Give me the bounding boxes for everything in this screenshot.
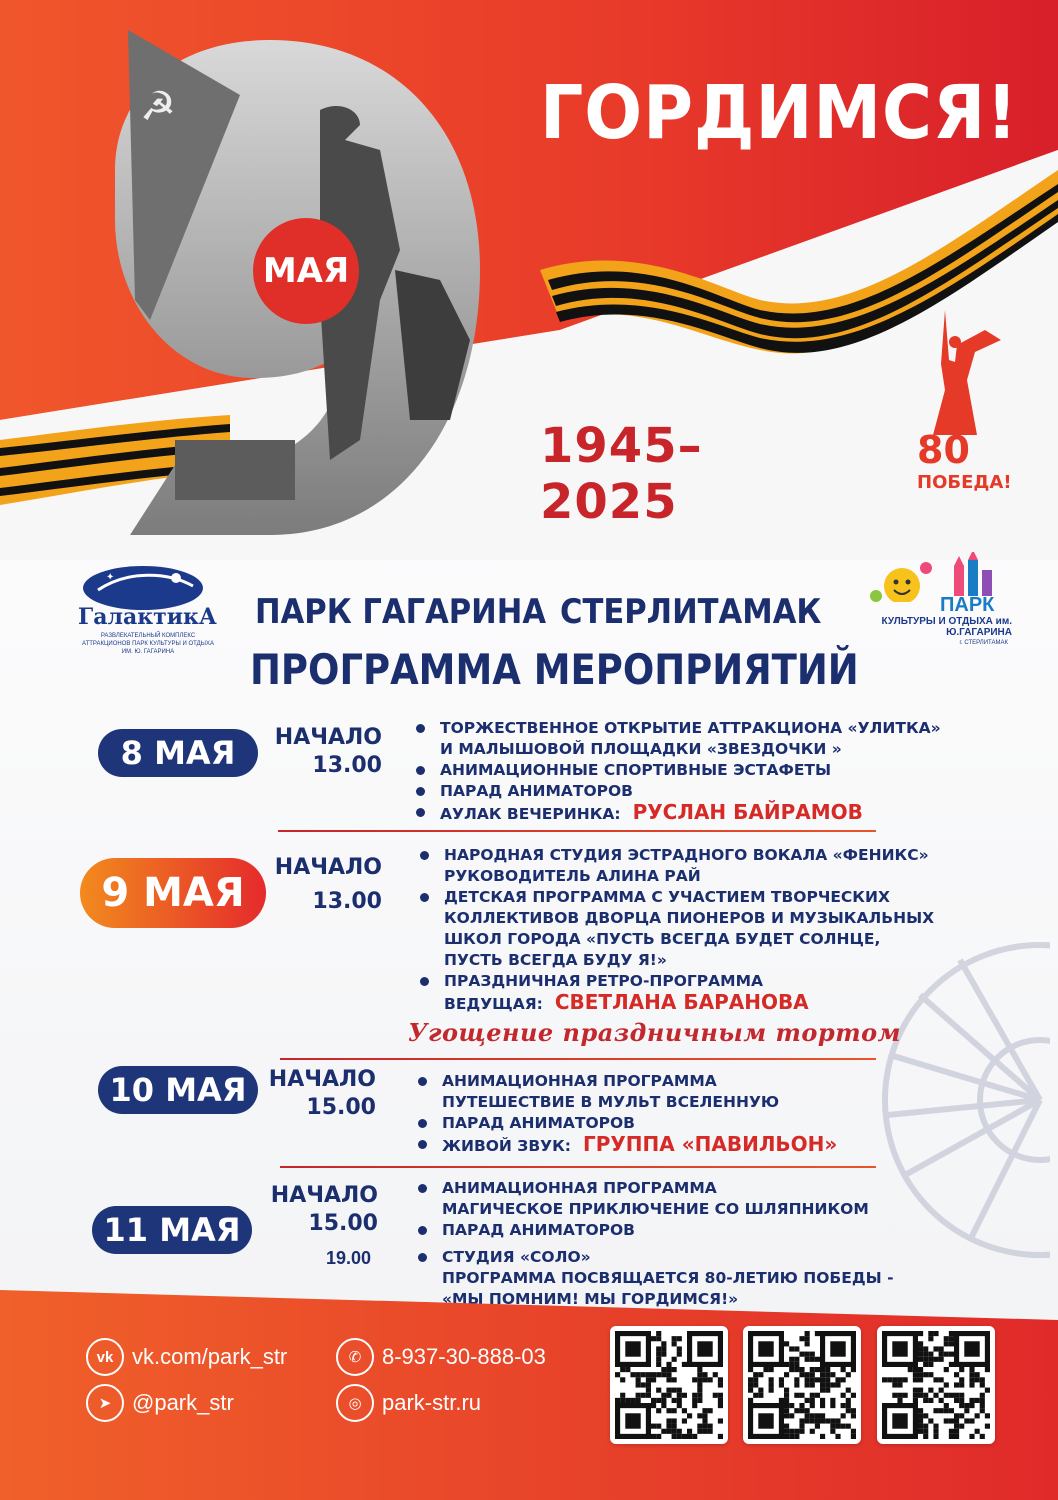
vk-link[interactable]: vk.com/park_str xyxy=(132,1344,288,1369)
galaktika-logo xyxy=(78,560,218,655)
telegram-contact[interactable] xyxy=(86,1384,234,1422)
performer-name: РУСЛАН БАЙРАМОВ xyxy=(632,800,863,824)
program-heading: ПРОГРАММА МЕРОПРИЯТИЙ xyxy=(250,645,859,694)
list-item: ПАРАД АНИМАТОРОВ xyxy=(414,781,941,802)
start-block-8-may xyxy=(272,724,382,780)
start-block-9-may xyxy=(272,854,382,916)
park-logo-subtitle: КУЛЬТУРЫ И ОТДЫХА им. Ю.ГАГАРИНА xyxy=(881,616,1012,638)
qr-telegram-icon xyxy=(748,1331,856,1439)
day-badge-10-may: 10 МАЯ xyxy=(98,1066,258,1114)
list-item: АНИМАЦИОННАЯ ПРОГРАММА xyxy=(416,1178,894,1199)
start-block-11-may xyxy=(268,1182,378,1238)
galaxy-icon xyxy=(78,560,208,610)
phone-icon: ✆ xyxy=(336,1338,374,1376)
event-list-9-may xyxy=(418,845,934,1015)
start-time: 15.00 xyxy=(306,1095,376,1120)
list-item: РУКОВОДИТЕЛЬ АЛИНА РАЙ xyxy=(444,867,701,885)
event-list-10-may xyxy=(416,1071,837,1157)
list-item: ТОРЖЕСТВЕННОЕ ОТКРЫТИЕ АТТРАКЦИОНА «УЛИТКА» xyxy=(414,718,941,739)
pobeda-80-logo xyxy=(905,300,1015,500)
divider xyxy=(280,1058,876,1060)
svg-text:✦: ✦ xyxy=(106,572,115,583)
vk-contact[interactable] xyxy=(86,1338,287,1376)
list-item: ПУТЕШЕСТВИЕ В МУЛЬТ ВСЕЛЕННУЮ xyxy=(442,1093,780,1111)
list-item: НАРОДНАЯ СТУДИЯ ЭСТРАДНОГО ВОКАЛА «ФЕНИКС» xyxy=(418,845,934,866)
qr-code-site[interactable] xyxy=(877,1326,995,1444)
start-label: НАЧАЛО xyxy=(270,1183,378,1208)
galaktika-name: ГалактикА xyxy=(78,604,217,630)
divider xyxy=(280,1166,876,1168)
list-item: МАГИЧЕСКОЕ ПРИКЛЮЧЕНИЕ СО ШЛЯПНИКОМ xyxy=(442,1200,869,1218)
list-item: ПАРАД АНИМАТОРОВ xyxy=(416,1220,894,1241)
qr-vk-icon xyxy=(615,1331,723,1439)
list-item: И МАЛЫШОВОЙ ПЛОЩАДКИ «ЗВЕЗДОЧКИ » xyxy=(440,740,842,758)
site-link[interactable]: park-str.ru xyxy=(382,1390,482,1415)
event-list-8-may xyxy=(414,718,941,825)
list-item: ПУСТЬ ВСЕГДА БУДУ Я!» xyxy=(444,951,667,969)
day-badge-8-may: 8 МАЯ xyxy=(98,729,258,777)
divider xyxy=(278,830,876,832)
list-item: ШКОЛ ГОРОДА «ПУСТЬ ВСЕГДА БУДЕТ СОЛНЦЕ, xyxy=(444,930,881,948)
header xyxy=(0,0,1058,560)
list-item: ПАРАД АНИМАТОРОВ xyxy=(416,1113,837,1134)
may-badge: МАЯ xyxy=(253,218,359,324)
pobeda-number: 80 xyxy=(917,428,970,472)
list-item: ВЕДУЩАЯ: СВЕТЛАНА БАРАНОВА xyxy=(444,990,809,1014)
phone-number[interactable]: 8-937-30-888-03 xyxy=(382,1344,546,1369)
park-name: ПАРК ГАГАРИНА xyxy=(255,592,547,632)
list-item: АНИМАЦИОННАЯ ПРОГРАММА xyxy=(416,1071,837,1092)
city-name: СТЕРЛИТАМАК xyxy=(560,592,822,632)
galaktika-subtitle: РАЗВЛЕКАТЕЛЬНЫЙ КОМПЛЕКС АТТРАКЦИОНОВ ПАРК КУЛЬТУРЫ И ОТДЫХА ИМ. Ю. ГАГАРИНА xyxy=(82,633,214,655)
qr-code-vk[interactable] xyxy=(610,1326,728,1444)
day-badge-9-may: 9 МАЯ xyxy=(80,858,266,928)
list-item: ДЕТСКАЯ ПРОГРАММА С УЧАСТИЕМ ТВОРЧЕСКИХ xyxy=(418,887,934,908)
globe-icon: ◎ xyxy=(336,1384,374,1422)
phone-contact[interactable] xyxy=(336,1338,546,1376)
start-time: 13.00 xyxy=(312,889,382,914)
years-label: 1945–2025 xyxy=(540,418,703,530)
list-item: ЖИВОЙ ЗВУК: ГРУППА «ПАВИЛЬОН» xyxy=(416,1134,837,1157)
pobeda-word: ПОБЕДА! xyxy=(917,472,1012,493)
park-logo-word: ПАРК xyxy=(940,594,995,616)
motherland-statue-icon xyxy=(905,300,1015,440)
svg-text:☭: ☭ xyxy=(140,84,176,130)
start-time: 15.00 xyxy=(308,1211,378,1236)
cake-note: Угощение праздничным тортом xyxy=(408,1018,901,1047)
start-label: НАЧАЛО xyxy=(274,725,382,750)
list-item: АНИМАЦИОННЫЕ СПОРТИВНЫЕ ЭСТАФЕТЫ xyxy=(414,760,941,781)
list-item: ПРАЗДНИЧНАЯ РЕТРО-ПРОГРАММА xyxy=(418,971,934,992)
list-item: «МЫ ПОМНИМ! МЫ ГОРДИМСЯ!» xyxy=(442,1290,739,1308)
list-item: КОЛЛЕКТИВОВ ДВОРЦА ПИОНЕРОВ И МУЗЫКАЛЬНЫХ xyxy=(444,909,935,927)
vk-icon: vk xyxy=(86,1338,124,1376)
start-label: НАЧАЛО xyxy=(274,855,382,880)
day-badge-11-may: 11 МАЯ xyxy=(92,1206,252,1254)
performer-name: ГРУППА «ПАВИЛЬОН» xyxy=(582,1132,838,1156)
park-gagarina-logo xyxy=(862,552,1012,652)
qr-code-telegram[interactable] xyxy=(743,1326,861,1444)
start-time: 13.00 xyxy=(312,753,382,778)
extra-start-time: 19.00 xyxy=(326,1248,372,1268)
telegram-icon: ➤ xyxy=(86,1384,124,1422)
qr-site-icon xyxy=(882,1331,990,1439)
list-item: СТУДИЯ «СОЛО» xyxy=(416,1247,894,1268)
list-item: АУЛАК ВЕЧЕРИНКА: РУСЛАН БАЙРАМОВ xyxy=(414,802,941,825)
performer-name: СВЕТЛАНА БАРАНОВА xyxy=(554,990,809,1014)
park-logo-city: г. СТЕРЛИТАМАК xyxy=(959,640,1008,646)
start-block-10-may xyxy=(266,1066,376,1122)
site-contact[interactable] xyxy=(336,1384,481,1422)
main-title: ГОРДИМСЯ! xyxy=(540,70,1019,156)
start-label: НАЧАЛО xyxy=(268,1067,376,1092)
telegram-link[interactable]: @park_str xyxy=(132,1390,234,1415)
list-item: ПРОГРАММА ПОСВЯЩАЕТСЯ 80-ЛЕТИЮ ПОБЕДЫ - xyxy=(442,1269,894,1287)
